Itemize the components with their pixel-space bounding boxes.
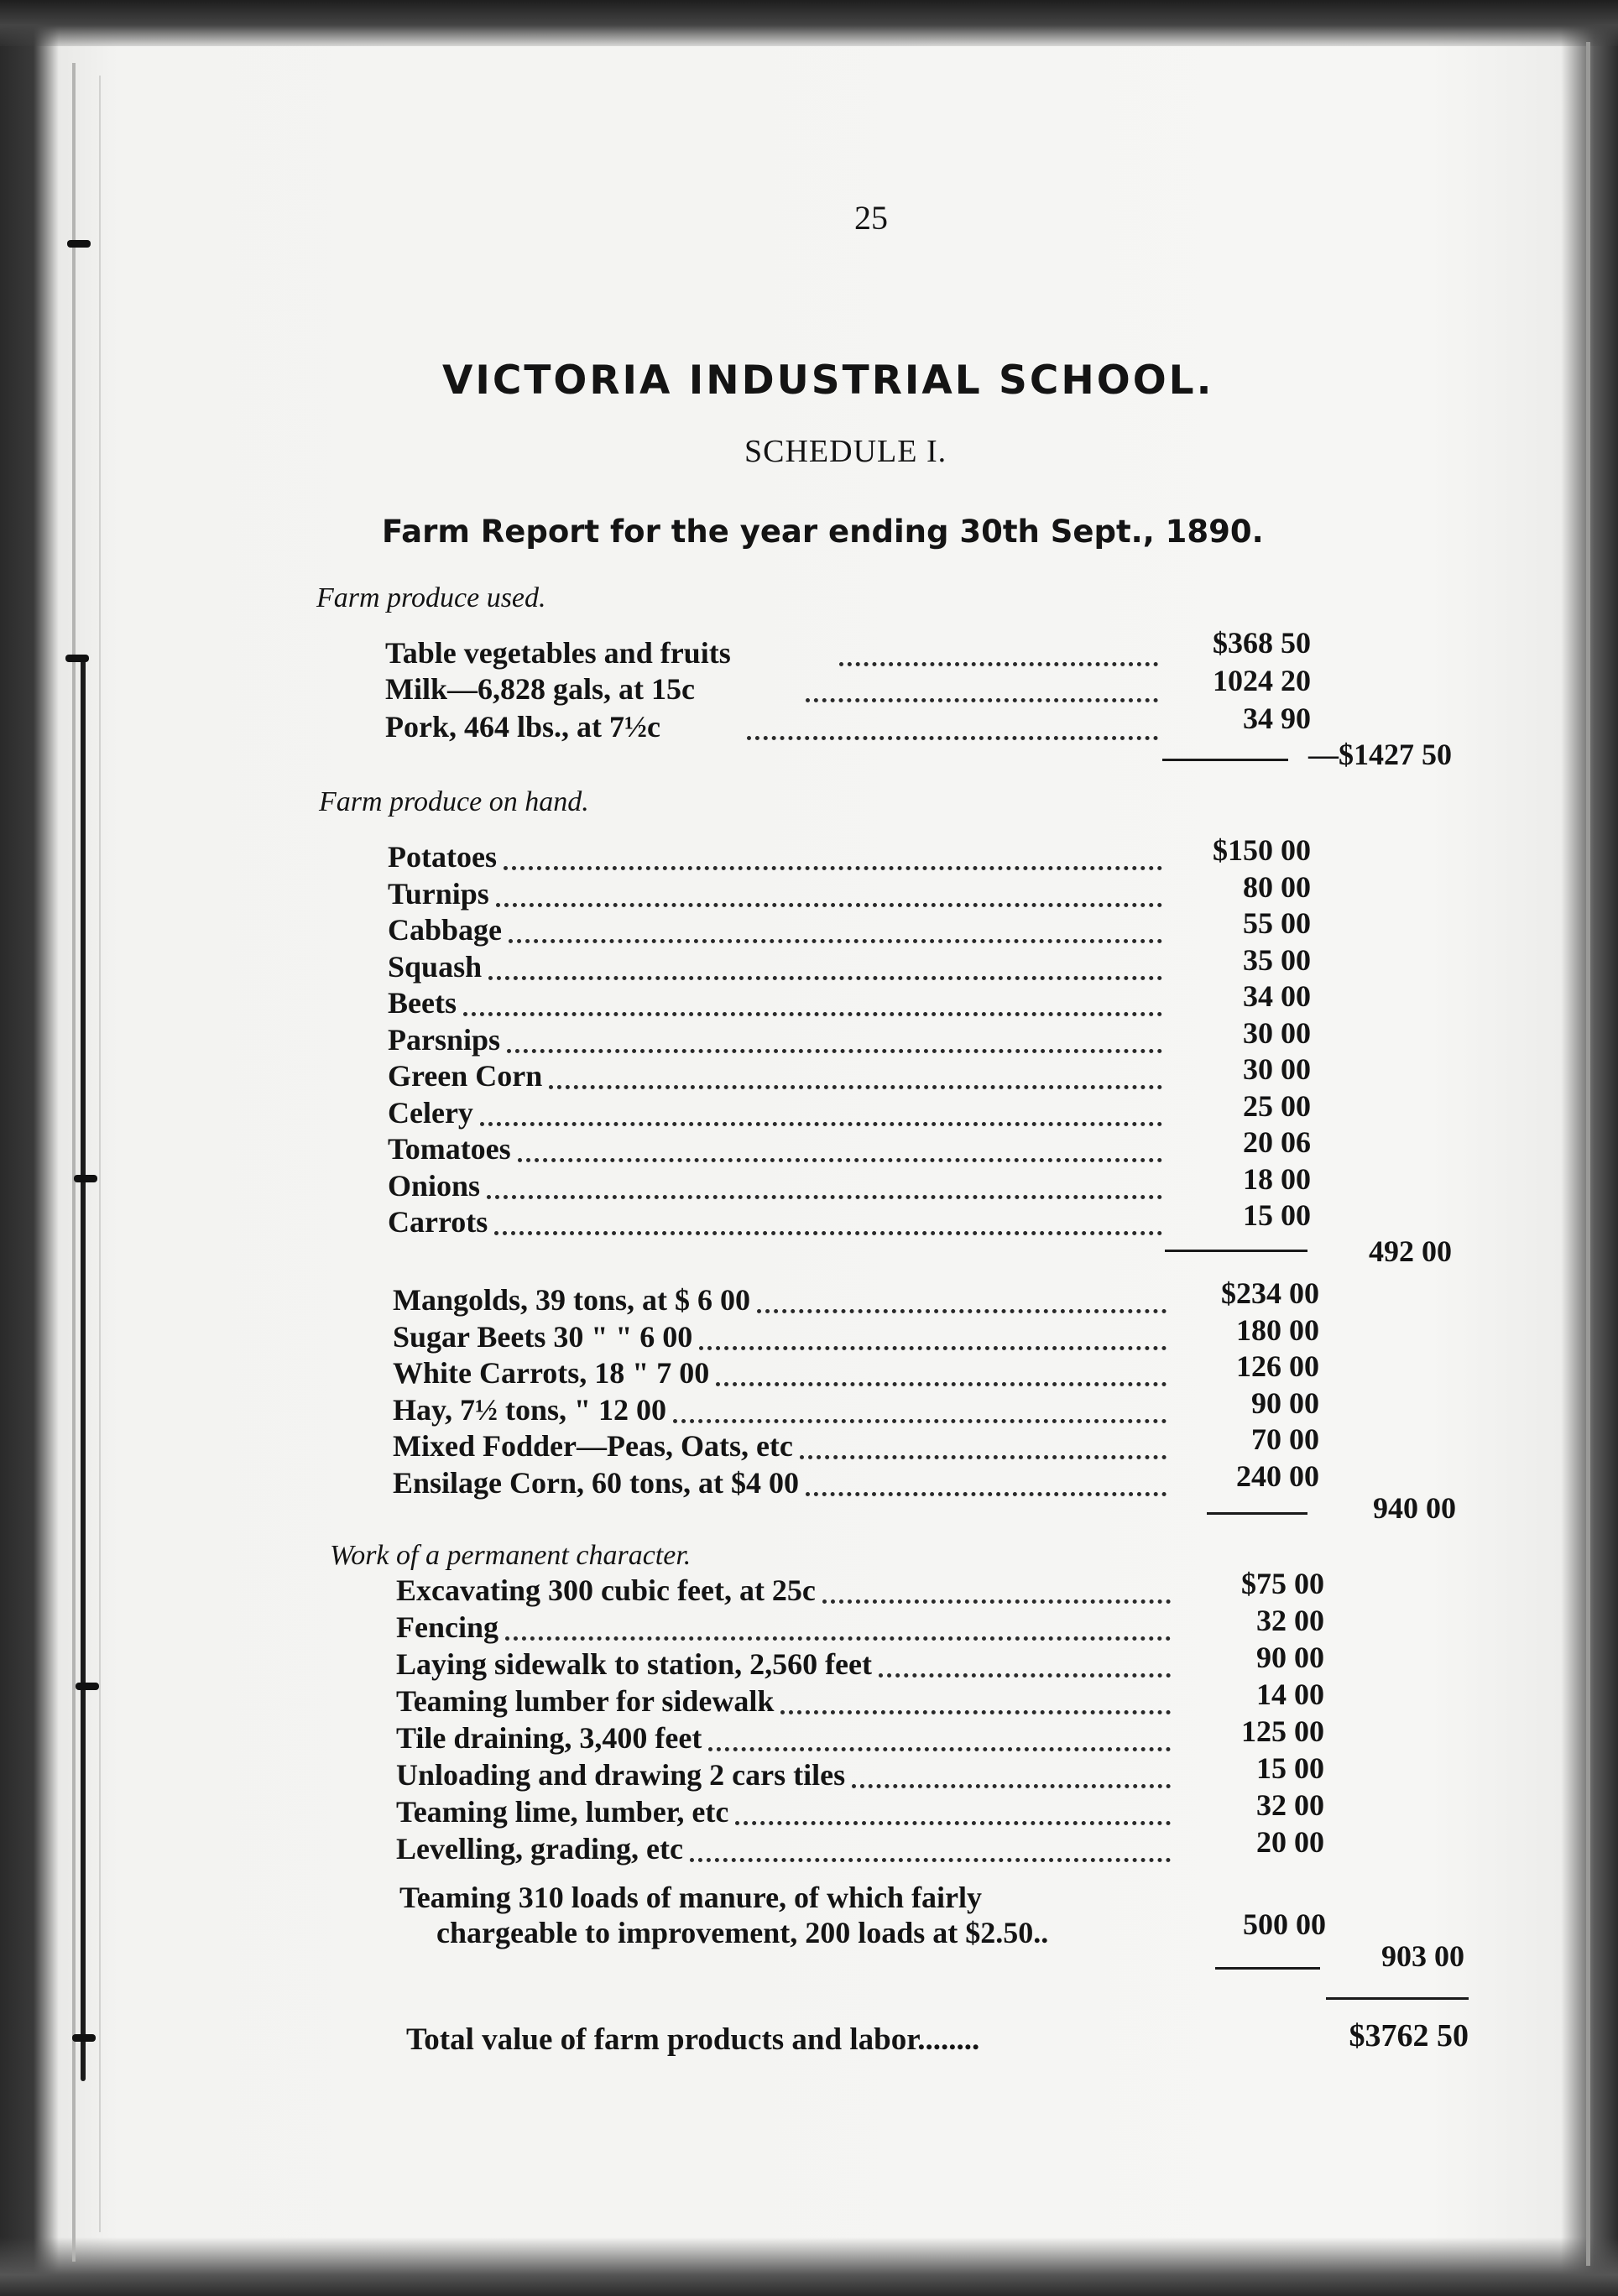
subtotal-amount: —$1427 50	[1308, 738, 1452, 771]
leader-dots	[879, 1673, 1171, 1678]
subtotal-amount: 903 00	[1381, 1939, 1464, 1973]
line-item-label: Laying sidewalk to station, 2,560 feet	[396, 1647, 872, 1681]
binding-stitch	[74, 1175, 97, 1182]
line-item-amount: 20 00	[1256, 1825, 1324, 1859]
line-item-label: Carrots	[388, 1205, 488, 1239]
line-item-label: Teaming lumber for sidewalk	[396, 1684, 775, 1718]
leader-dots	[800, 1455, 1167, 1459]
line-item-amount: $150 00	[1213, 833, 1311, 867]
line-item-label: Pork, 464 lbs., at 7½c	[385, 710, 660, 744]
line-item-amount: 32 00	[1256, 1604, 1324, 1637]
line-item-label: Sugar Beets 30 " " 6 00	[393, 1319, 693, 1354]
line-item-label: Mangolds, 39 tons, at $ 6 00	[393, 1283, 751, 1317]
binding-stitch	[76, 1683, 99, 1690]
line-item-amount: 34 90	[1243, 702, 1311, 735]
line-item-label: Turnips	[388, 876, 489, 911]
top-shadow	[0, 0, 1618, 46]
line-item-label: Onions	[388, 1168, 481, 1203]
leader-dots	[549, 1085, 1162, 1089]
line-item-amount: 125 00	[1241, 1714, 1324, 1748]
binding-stitch	[65, 655, 89, 662]
line-item-label: Potatoes	[388, 840, 497, 874]
line-item-amount: 15 00	[1256, 1751, 1324, 1785]
line-item-amount: 20 06	[1243, 1125, 1311, 1159]
line-item-label: White Carrots, 18 " 7 00	[393, 1356, 710, 1390]
line-item-amount: $368 50	[1213, 626, 1311, 660]
line-item-amount: 126 00	[1236, 1349, 1319, 1383]
manure-line-1: Teaming 310 loads of manure, of which fairly	[399, 1881, 983, 1914]
line-item-amount: 90 00	[1256, 1641, 1324, 1674]
total-rule	[1326, 1997, 1469, 2000]
leader-dots	[735, 1821, 1171, 1825]
manure-line-2: chargeable to improvement, 200 loads at $2.50..	[436, 1916, 1049, 1949]
line-item-amount: 180 00	[1236, 1312, 1319, 1347]
page-number: 25	[854, 199, 888, 237]
line-item-label: Excavating 300 cubic feet, at 25c	[396, 1573, 816, 1607]
line-item-label: Unloading and drawing 2 cars tiles	[396, 1758, 846, 1792]
leader-dots	[673, 1419, 1167, 1423]
document-title: VICTORIA INDUSTRIAL SCHOOL.	[442, 357, 1214, 404]
line-item-label: Tomatoes	[388, 1132, 511, 1166]
leader-dots	[480, 1122, 1162, 1126]
leader-dots	[504, 866, 1162, 870]
line-item-amount: 18 00	[1243, 1161, 1311, 1196]
report-subtitle: Farm Report for the year ending 30th Sept., 1890.	[382, 514, 1264, 550]
book-binding	[0, 0, 101, 2296]
leader-dots	[463, 1012, 1162, 1016]
leader-dots	[509, 939, 1162, 943]
leader-dots	[852, 1784, 1171, 1788]
leader-dots	[747, 736, 1158, 740]
leader-dots	[505, 1636, 1171, 1641]
binding-stitch	[67, 240, 91, 248]
line-item-amount: 34 00	[1243, 979, 1311, 1013]
leader-dots	[806, 698, 1158, 702]
schedule-heading: SCHEDULE I.	[744, 434, 947, 469]
line-item-label: Beets	[388, 986, 457, 1020]
section-heading-used: Farm produce used.	[316, 582, 546, 613]
line-item-label: Cabbage	[388, 913, 503, 947]
leader-dots	[488, 976, 1162, 980]
leader-dots	[757, 1309, 1167, 1313]
line-item-label: Ensilage Corn, 60 tons, at $4 00	[393, 1465, 800, 1500]
line-item-amount: 15 00	[1243, 1198, 1311, 1232]
line-item-label: Table vegetables and fruits	[385, 636, 731, 670]
line-item-label: Celery	[388, 1095, 473, 1130]
bottom-shadow	[0, 2237, 1618, 2296]
leader-dots	[806, 1492, 1167, 1496]
leader-dots	[507, 1049, 1162, 1053]
line-item-label: Levelling, grading, etc	[396, 1832, 683, 1866]
leader-dots	[496, 903, 1162, 907]
line-item-amount: 14 00	[1256, 1678, 1324, 1711]
line-item-amount: 25 00	[1243, 1088, 1311, 1123]
line-item-amount: 80 00	[1243, 869, 1311, 904]
line-item-label: Green Corn	[388, 1059, 543, 1093]
line-item-amount: 55 00	[1243, 906, 1311, 940]
leader-dots	[487, 1195, 1162, 1199]
line-item-amount: $75 00	[1241, 1567, 1324, 1600]
line-item-amount: 30 00	[1243, 1015, 1311, 1050]
leader-dots	[839, 662, 1158, 666]
section-heading-on-hand: Farm produce on hand.	[319, 786, 589, 817]
subtotal-amount: 492 00	[1369, 1234, 1452, 1268]
gutter-line	[72, 63, 76, 2262]
line-item-label: Fencing	[396, 1610, 498, 1644]
binding-thread	[81, 655, 86, 2081]
line-item-amount: $234 00	[1221, 1276, 1319, 1310]
leader-dots	[699, 1346, 1167, 1350]
line-item-amount: 1024 20	[1213, 664, 1311, 697]
line-item-amount: 90 00	[1251, 1385, 1319, 1420]
line-item-label: Hay, 7½ tons, " 12 00	[393, 1392, 667, 1427]
manure-amount: 500 00	[1243, 1907, 1326, 1941]
line-item-amount: 32 00	[1256, 1788, 1324, 1822]
binding-stitch	[72, 2034, 96, 2042]
line-item-amount: 35 00	[1243, 942, 1311, 977]
leader-dots	[494, 1231, 1162, 1235]
leader-dots	[822, 1599, 1171, 1604]
line-item-label: Milk—6,828 gals, at 15c	[385, 672, 695, 706]
leader-dots	[716, 1382, 1167, 1386]
leader-dots	[708, 1747, 1171, 1751]
line-item-amount: 30 00	[1243, 1052, 1311, 1086]
leader-dots	[690, 1858, 1171, 1862]
leader-dots	[780, 1710, 1171, 1714]
section-heading-permanent: Work of a permanent character.	[330, 1540, 692, 1571]
line-item-label: Mixed Fodder—Peas, Oats, etc	[393, 1429, 793, 1463]
line-item-label: Squash	[388, 949, 483, 984]
line-item-amount: 70 00	[1251, 1422, 1319, 1456]
leader-dots	[518, 1158, 1162, 1162]
line-item-label: Parsnips	[388, 1022, 501, 1057]
line-item-label: Tile draining, 3,400 feet	[396, 1721, 702, 1755]
gutter-line-inner	[99, 76, 101, 2232]
subtotal-amount: 940 00	[1373, 1491, 1456, 1525]
page-edge	[1586, 42, 1590, 2266]
line-item-amount: 240 00	[1236, 1458, 1319, 1493]
line-item-label: Teaming lime, lumber, etc	[396, 1795, 729, 1829]
grand-total-amount: $3762 50	[1349, 2018, 1469, 2053]
total-label: Total value of farm products and labor........	[406, 2022, 980, 2057]
